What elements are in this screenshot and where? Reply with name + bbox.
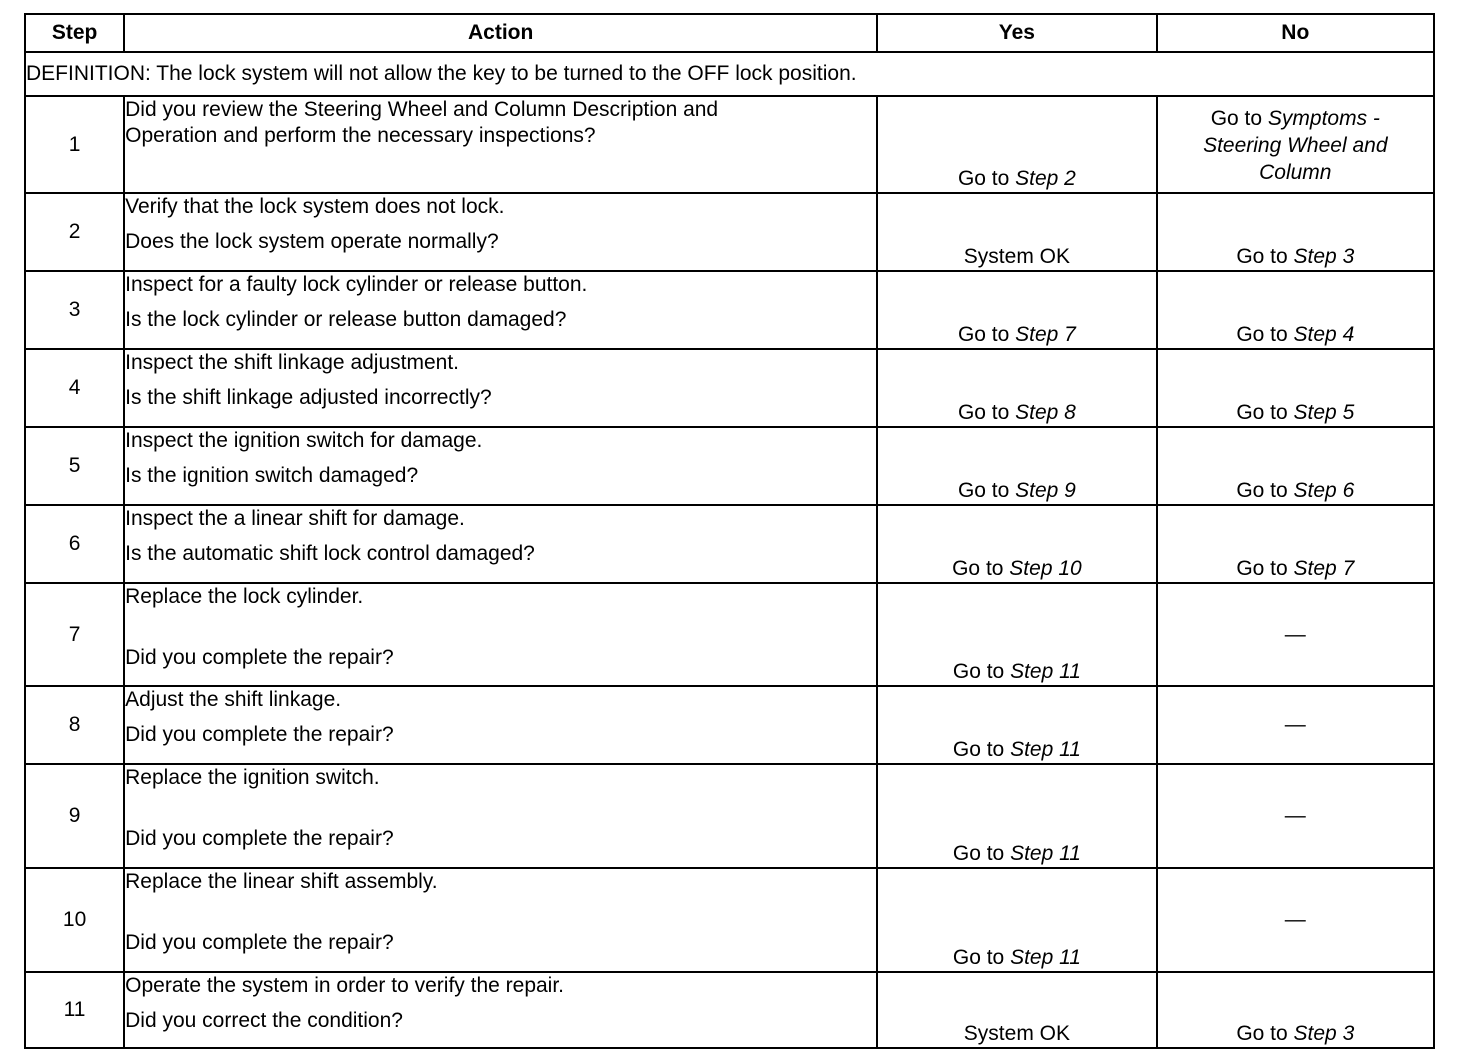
no-cell	[1157, 349, 1434, 427]
step-number: 7	[25, 583, 124, 686]
no-prefix: Go to	[1236, 1022, 1294, 1045]
action-instruction: Inspect for a faulty lock cylinder or release button.	[125, 273, 588, 296]
action-question: Does the lock system operate normally?	[125, 230, 499, 253]
yes-prefix: Go to	[957, 167, 1016, 190]
table-row	[25, 427, 1434, 505]
yes-cell: System OK	[877, 193, 1156, 271]
yes-step-link[interactable]: Step 11	[1010, 842, 1081, 865]
definition-text: DEFINITION: The lock system will not allow the key to be turned to the OFF lock position.	[25, 52, 1434, 96]
action-question: Did you complete the repair?	[125, 827, 394, 850]
no-cell: —	[1157, 868, 1434, 972]
table-row	[25, 583, 1434, 686]
yes-cell	[877, 349, 1156, 427]
step-number: 6	[25, 505, 124, 583]
action-question: Did you complete the repair?	[125, 931, 394, 954]
no-cell	[1157, 972, 1434, 1048]
table-row	[25, 972, 1434, 1048]
header-row	[25, 14, 1434, 52]
yes-prefix: Go to	[952, 557, 1010, 580]
yes-cell	[877, 764, 1156, 868]
header-action: Action	[124, 14, 877, 52]
no-step-link[interactable]: Step 3	[1293, 1022, 1355, 1045]
action-instruction: Operate the system in order to verify the repair.	[125, 974, 565, 997]
yes-cell	[877, 96, 1156, 193]
yes-step-link[interactable]: Step 11	[1010, 660, 1081, 683]
action-instruction: Adjust the shift linkage.	[125, 688, 342, 711]
no-step-link[interactable]: Step 5	[1293, 401, 1355, 424]
yes-step-link[interactable]: Step 11	[1010, 738, 1081, 761]
yes-step-link[interactable]: Step 11	[1010, 946, 1081, 969]
table-row	[25, 505, 1434, 583]
action-instruction: Inspect the ignition switch for damage.	[125, 429, 483, 452]
step-number: 4	[25, 349, 124, 427]
action-instruction: Inspect the shift linkage adjustment.	[125, 351, 459, 374]
action-question: Is the lock cylinder or release button damaged?	[125, 308, 567, 331]
action-instruction: Did you review the Steering Wheel and Column Description and	[125, 98, 719, 121]
yes-prefix: Go to	[952, 946, 1011, 969]
no-symptoms-link[interactable]: Symptoms - Steering Wheel and Column	[1203, 107, 1388, 184]
yes-prefix: Go to	[957, 323, 1016, 346]
yes-cell	[877, 583, 1156, 686]
no-prefix: Go to	[1236, 323, 1294, 346]
action-question: Operation and perform the necessary inspections?	[125, 124, 596, 147]
header-no: No	[1157, 14, 1434, 52]
table-row	[25, 764, 1434, 868]
header-step: Step	[25, 14, 124, 52]
action-question: Is the shift linkage adjusted incorrectly?	[125, 386, 492, 409]
yes-step-link[interactable]: Step 7	[1015, 323, 1076, 346]
no-cell	[1157, 505, 1434, 583]
step-number: 8	[25, 686, 124, 764]
yes-cell	[877, 868, 1156, 972]
no-cell	[1157, 427, 1434, 505]
yes-prefix: Go to	[952, 660, 1011, 683]
step-number: 11	[25, 972, 124, 1048]
no-prefix: Go to	[1236, 401, 1294, 424]
action-cell	[124, 972, 877, 1048]
table-row	[25, 868, 1434, 972]
step-number: 1	[25, 96, 124, 193]
action-instruction: Replace the ignition switch.	[125, 766, 380, 789]
yes-prefix: Go to	[952, 738, 1011, 761]
yes-cell	[877, 427, 1156, 505]
header-yes: Yes	[877, 14, 1156, 52]
action-question: Is the ignition switch damaged?	[125, 464, 419, 487]
action-cell	[124, 686, 877, 764]
yes-cell	[877, 505, 1156, 583]
action-instruction: Replace the lock cylinder.	[125, 585, 364, 608]
action-cell	[124, 583, 877, 686]
no-cell	[1157, 193, 1434, 271]
step-number: 3	[25, 271, 124, 349]
action-cell	[124, 96, 877, 193]
step-number: 10	[25, 868, 124, 972]
no-cell: —	[1157, 583, 1434, 686]
no-step-link[interactable]: Step 4	[1293, 323, 1355, 346]
no-prefix: Go to	[1210, 107, 1268, 130]
no-step-link[interactable]: Step 3	[1293, 245, 1355, 268]
action-cell	[124, 427, 877, 505]
yes-step-link[interactable]: Step 9	[1015, 479, 1076, 502]
definition-row	[25, 52, 1434, 96]
yes-prefix: Go to	[957, 401, 1016, 424]
action-cell	[124, 764, 877, 868]
table-row	[25, 271, 1434, 349]
table-row	[25, 96, 1434, 193]
no-cell: —	[1157, 764, 1434, 868]
action-question: Did you complete the repair?	[125, 646, 394, 669]
yes-cell	[877, 271, 1156, 349]
action-instruction: Verify that the lock system does not lock.	[125, 195, 505, 218]
yes-step-link[interactable]: Step 10	[1009, 557, 1082, 580]
yes-step-link[interactable]: Step 2	[1015, 167, 1076, 190]
step-number: 5	[25, 427, 124, 505]
yes-prefix: Go to	[957, 479, 1016, 502]
no-cell	[1157, 96, 1434, 193]
yes-prefix: Go to	[952, 842, 1011, 865]
no-cell	[1157, 271, 1434, 349]
yes-cell	[877, 686, 1156, 764]
no-prefix: Go to	[1236, 245, 1294, 268]
action-question: Did you complete the repair?	[125, 723, 394, 746]
no-prefix: Go to	[1236, 557, 1294, 580]
step-number: 2	[25, 193, 124, 271]
action-cell	[124, 505, 877, 583]
no-cell: —	[1157, 686, 1434, 764]
action-instruction: Replace the linear shift assembly.	[125, 870, 438, 893]
table-row	[25, 686, 1434, 764]
yes-cell: System OK	[877, 972, 1156, 1048]
action-cell	[124, 868, 877, 972]
no-prefix: Go to	[1236, 479, 1294, 502]
diagnostic-table	[24, 13, 1435, 1049]
no-step-link[interactable]: Step 6	[1293, 479, 1355, 502]
table-row	[25, 349, 1434, 427]
action-question: Is the automatic shift lock control damaged?	[125, 542, 535, 565]
step-number: 9	[25, 764, 124, 868]
yes-step-link[interactable]: Step 8	[1015, 401, 1076, 424]
action-cell	[124, 193, 877, 271]
action-question: Did you correct the condition?	[125, 1009, 403, 1032]
action-cell	[124, 349, 877, 427]
no-step-link[interactable]: Step 7	[1293, 557, 1355, 580]
action-cell	[124, 271, 877, 349]
table-row	[25, 193, 1434, 271]
action-instruction: Inspect the a linear shift for damage.	[125, 507, 465, 530]
